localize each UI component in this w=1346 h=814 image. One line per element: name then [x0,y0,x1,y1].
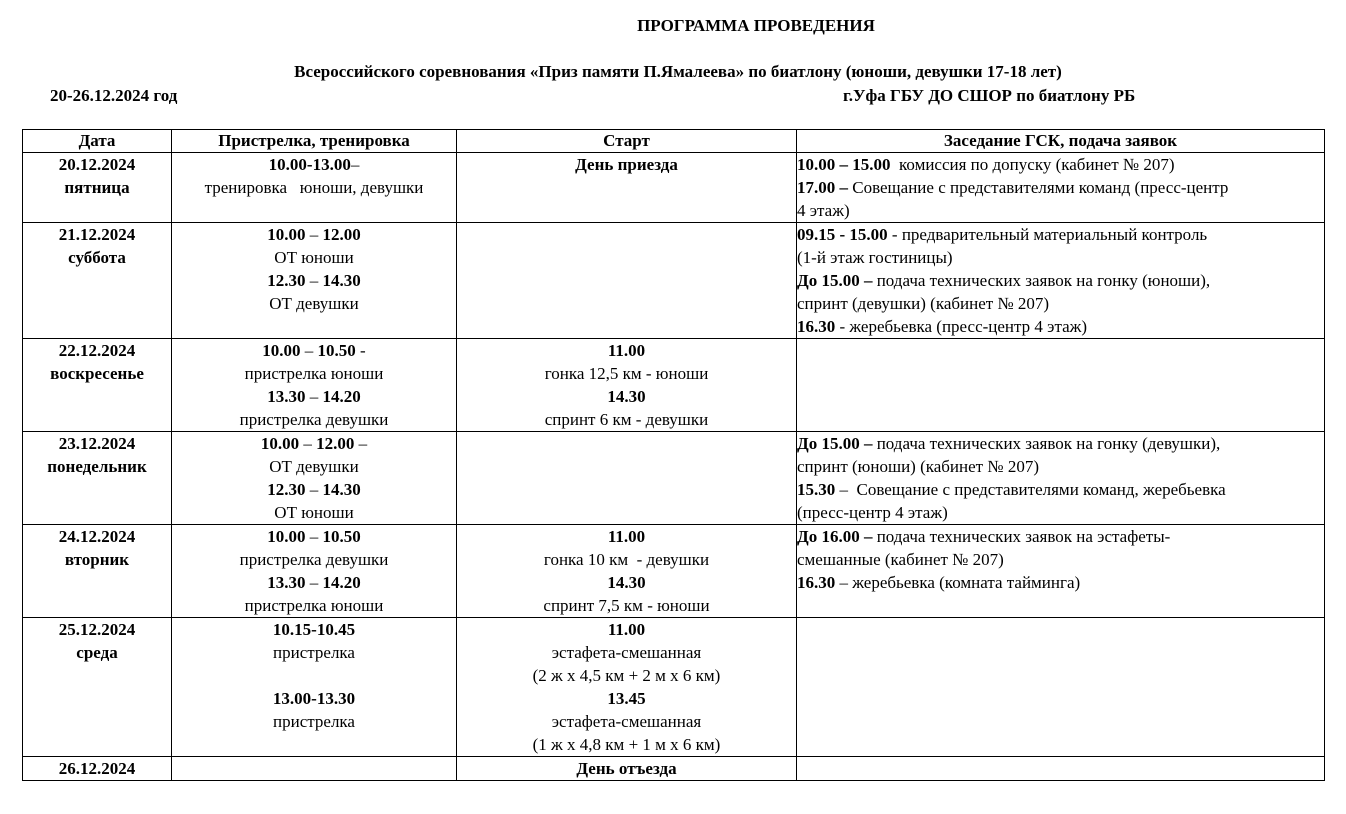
meeting-text: подача технических заявок на гонку (юноши), [872,271,1211,290]
practice-text: пристрелка юноши [244,596,384,615]
practice-time: 10.00 [260,434,300,453]
practice-cell [172,339,457,432]
table-header-row [23,130,1325,153]
start-time: 13.45 [607,689,646,708]
column-header-start: Старт [457,130,797,153]
practice-line [172,432,456,455]
practice-line [172,455,456,478]
venue: г.Уфа ГБУ ДО СШОР по биатлону РБ [843,86,1136,105]
practice-text: пристрелка [273,643,355,662]
meeting-line [797,548,1324,571]
practice-text: ОТ девушки [269,294,359,313]
meeting-text: спринт (девушки) (кабинет № 207) [797,294,1050,313]
meeting-text: смешанные (кабинет № 207) [797,550,1004,569]
meeting-line [797,292,1324,315]
practice-time: 10.00 [267,225,306,244]
column-header-date: Дата [23,130,172,153]
table-row [23,432,1325,525]
meeting-text: подача технических заявок на гонку (девушки), [872,434,1221,453]
start-text: эстафета-смешанная [551,712,702,731]
date-value: 24.12.2024 [58,527,136,546]
start-cell [457,223,797,339]
meeting-text: - жеребьевка (пресс-центр 4 этаж) [835,317,1088,336]
start-text: эстафета-смешанная [551,643,702,662]
schedule-table [22,129,1325,781]
meeting-text: – Совещание с представителями команд, жеребьевка [835,480,1226,499]
practice-line [172,525,456,548]
start-line [457,618,796,641]
practice-text: – [354,434,368,453]
start-line [457,687,796,710]
practice-cell [172,153,457,223]
table-row [23,757,1325,781]
practice-line [172,269,456,292]
practice-line [172,362,456,385]
meeting-time: 09.15 - 15.00 [797,225,888,244]
start-line [457,548,796,571]
start-line [457,339,796,362]
practice-line [172,176,456,199]
practice-text: – [350,155,360,174]
date-value: 23.12.2024 [58,434,136,453]
meeting-line [797,478,1324,501]
practice-text: – [305,271,323,290]
practice-line [172,385,456,408]
meeting-text: (пресс-центр 4 этаж) [797,503,948,522]
practice-text: ОТ девушки [269,457,359,476]
practice-line [172,710,456,733]
start-line [457,153,796,176]
date-cell [23,153,172,223]
practice-time: 10.00 [267,527,306,546]
practice-line [172,246,456,269]
practice-text: – [300,341,318,360]
meeting-text: комиссия по допуску (кабинет № 207) [890,155,1175,174]
meeting-time: 17.00 – [797,178,848,197]
practice-line [172,687,456,710]
weekday-value: вторник [64,550,130,569]
practice-text: ОТ юноши [274,503,354,522]
start-line [457,757,796,780]
practice-line [172,501,456,524]
meeting-line [797,455,1324,478]
start-text: гонка 12,5 км - юноши [544,364,709,383]
start-text: (2 ж х 4,5 км + 2 м х 6 км) [532,666,721,685]
start-line [457,525,796,548]
meeting-cell [797,432,1325,525]
start-line [457,362,796,385]
practice-cell [172,432,457,525]
start-text: гонка 10 км - девушки [543,550,710,569]
meeting-time: 16.30 [797,573,836,592]
table-row [23,525,1325,618]
practice-line [172,641,456,664]
practice-line [172,664,456,687]
meeting-cell [797,339,1325,432]
meeting-line [797,269,1324,292]
practice-line [172,548,456,571]
practice-text: пристрелка девушки [239,550,389,569]
practice-text: – [305,225,323,244]
practice-text: – [305,573,323,592]
meeting-time: До 15.00 – [797,271,873,290]
date-range: 20-26.12.2024 год [50,86,178,105]
meeting-line [797,315,1324,338]
date-cell [23,618,172,757]
meeting-time: 15.30 [797,480,836,499]
practice-time: 10.50 [317,341,356,360]
date-cell [23,525,172,618]
practice-text: – [299,434,317,453]
meeting-text: Совещание с представителями команд (пресс-центр [848,178,1229,197]
practice-text: - [355,341,366,360]
weekday-value: воскресенье [50,364,144,383]
practice-time: 14.30 [322,480,361,499]
practice-time: 13.30 [267,387,306,406]
start-time: День приезда [575,155,678,174]
practice-time: 12.00 [316,434,355,453]
practice-time: 12.30 [267,271,306,290]
meeting-line [797,501,1324,524]
practice-text: – [305,527,323,546]
practice-time: 12.00 [322,225,361,244]
date-cell [23,757,172,781]
start-line [457,571,796,594]
practice-time: 14.30 [322,271,361,290]
weekday-value: пятница [64,178,130,197]
start-line [457,733,796,756]
practice-text: пристрелка [273,712,355,731]
meeting-text: спринт (юноши) (кабинет № 207) [797,457,1039,476]
weekday-value: суббота [68,248,126,267]
weekday-value: понедельник [47,457,147,476]
start-time: 11.00 [607,620,646,639]
practice-text: – [305,480,323,499]
start-line [457,664,796,687]
practice-time: 13.00-13.30 [272,689,356,708]
start-time: 11.00 [607,527,646,546]
practice-time: 12.30 [267,480,306,499]
start-cell [457,618,797,757]
meeting-line [797,525,1324,548]
meeting-time: 10.00 – 15.00 [797,155,891,174]
meeting-line [797,246,1324,269]
meeting-text: – жеребьевка (комната тайминга) [835,573,1081,592]
start-text: спринт 6 км - девушки [544,410,709,429]
meeting-time: До 16.00 – [797,527,873,546]
meeting-line [797,199,1324,222]
date-cell [23,432,172,525]
meeting-text: 4 этаж) [797,201,850,220]
column-header-meeting: Заседание ГСК, подача заявок [797,130,1325,153]
meeting-cell [797,618,1325,757]
meeting-cell [797,153,1325,223]
practice-text: пристрелка девушки [239,410,389,429]
practice-line [172,408,456,431]
start-cell [457,525,797,618]
practice-line [172,478,456,501]
date-value: 25.12.2024 [58,620,136,639]
start-line [457,594,796,617]
schedule-body [23,153,1325,781]
practice-time: 10.00-13.00 [268,155,351,174]
practice-cell [172,618,457,757]
column-header-practice: Пристрелка, тренировка [172,130,457,153]
practice-line [172,223,456,246]
meeting-text: (1-й этаж гостиницы) [797,248,953,267]
practice-time: 10.15-10.45 [272,620,356,639]
practice-time: 14.20 [322,573,361,592]
meeting-line [797,176,1324,199]
practice-cell [172,525,457,618]
table-row [23,223,1325,339]
date-value: 22.12.2024 [58,341,136,360]
practice-text: – [305,387,323,406]
meeting-cell [797,757,1325,781]
meeting-line [797,432,1324,455]
date-cell [23,223,172,339]
meeting-time: До 15.00 – [797,434,873,453]
competition-subtitle: Всероссийского соревнования «Приз памяти П.Ямалеева» по биатлону (юноши, девушки 17-18 лет) [294,62,1062,81]
meeting-cell [797,525,1325,618]
practice-line [172,571,456,594]
start-line [457,385,796,408]
date-cell [23,339,172,432]
practice-line [172,292,456,315]
date-value: 21.12.2024 [58,225,136,244]
practice-line [172,339,456,362]
date-value: 20.12.2024 [58,155,136,174]
start-time: 11.00 [607,341,646,360]
start-cell [457,432,797,525]
practice-line [172,618,456,641]
practice-time: 13.30 [267,573,306,592]
start-time: 14.30 [607,387,646,406]
practice-time: 10.50 [322,527,361,546]
start-text: (1 ж х 4,8 км + 1 м х 6 км) [532,735,721,754]
start-cell [457,153,797,223]
practice-line [172,594,456,617]
practice-time: 14.20 [322,387,361,406]
practice-text: тренировка юноши, девушки [204,178,424,197]
practice-time: 10.00 [262,341,301,360]
practice-line [172,153,456,176]
meeting-text: - предварительный материальный контроль [887,225,1208,244]
start-line [457,710,796,733]
date-value: 26.12.2024 [58,759,136,778]
practice-text: ОТ юноши [274,248,354,267]
start-time: День отъезда [576,759,677,778]
practice-cell [172,757,457,781]
start-line [457,408,796,431]
practice-text: пристрелка юноши [244,364,384,383]
meeting-text: подача технических заявок на эстафеты- [872,527,1171,546]
meeting-time: 16.30 [797,317,836,336]
start-line [457,641,796,664]
meeting-line [797,571,1324,594]
table-row [23,339,1325,432]
start-text: спринт 7,5 км - юноши [543,596,710,615]
start-time: 14.30 [607,573,646,592]
table-row [23,153,1325,223]
meeting-line [797,153,1324,176]
start-cell [457,339,797,432]
practice-cell [172,223,457,339]
weekday-value: среда [76,643,118,662]
meeting-cell [797,223,1325,339]
start-cell [457,757,797,781]
table-row [23,618,1325,757]
meeting-line [797,223,1324,246]
page-title: ПРОГРАММА ПРОВЕДЕНИЯ [637,16,875,35]
